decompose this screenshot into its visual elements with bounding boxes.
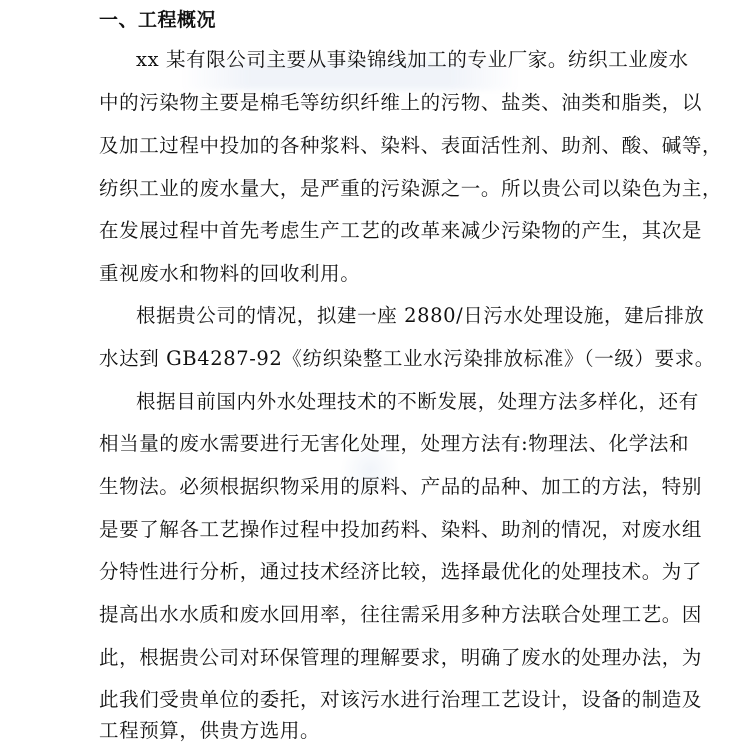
paragraph-3-line-7: 此，根据贵公司对环保管理的理解要求，明确了废水的处理办法，为 [99, 646, 703, 669]
paragraph-3-line-5: 分特性进行分析，通过技术经济比较，选择最优化的处理技术。为了 [99, 560, 703, 583]
paragraph-2-line-1: 根据贵公司的情况，拟建一座 2880/日污水处理设施，建后排放 [136, 304, 705, 327]
paragraph-1-line-6: 重视废水和物料的回收利用。 [99, 262, 361, 285]
paragraph-1-line-3: 及加工过程中投加的各种浆料、染料、表面活性剂、助剂、酸、碱等， [99, 134, 723, 157]
paragraph-2-line-2: 水达到 GB4287-92《纺织染整工业水污染排放标准》（一级）要求。 [99, 347, 715, 370]
paragraph-3-line-2: 相当量的废水需要进行无害化处理，处理方法有:物理法、化学法和 [99, 432, 690, 455]
paragraph-3-line-8: 此我们受贵单位的委托，对该污水进行治理工艺设计，设备的制造及 [99, 688, 703, 711]
paragraph-3-line-4: 是要了解各工艺操作过程中投加药料、染料、助剂的情况，对废水组 [99, 518, 703, 541]
paragraph-3-line-6: 提高出水水质和废水回用率，往往需采用多种方法联合处理工艺。因 [99, 603, 703, 626]
paragraph-1-line-1: xx 某有限公司主要从事染锦线加工的专业厂家。纺织工业废水 [136, 48, 689, 71]
paragraph-3-line-9: 工程预算，供贵方选用。 [99, 719, 321, 742]
paragraph-3-line-1: 根据目前国内外水处理技术的不断发展，处理方法多样化，还有 [136, 390, 699, 413]
paragraph-3-line-3: 生物法。必须根据织物采用的原料、产品的品种、加工的方法，特别 [99, 475, 703, 498]
section-heading: 一、工程概况 [99, 9, 217, 31]
paragraph-1-line-5: 在发展过程中首先考虑生产工艺的改革来减少污染物的产生，其次是 [99, 219, 703, 242]
paragraph-1-line-2: 中的污染物主要是棉毛等纺织纤维上的污物、盐类、油类和脂类，以 [99, 91, 703, 114]
paragraph-1-line-4: 纺织工业的废水量大，是严重的污染源之一。所以贵公司以染色为主， [99, 177, 723, 200]
